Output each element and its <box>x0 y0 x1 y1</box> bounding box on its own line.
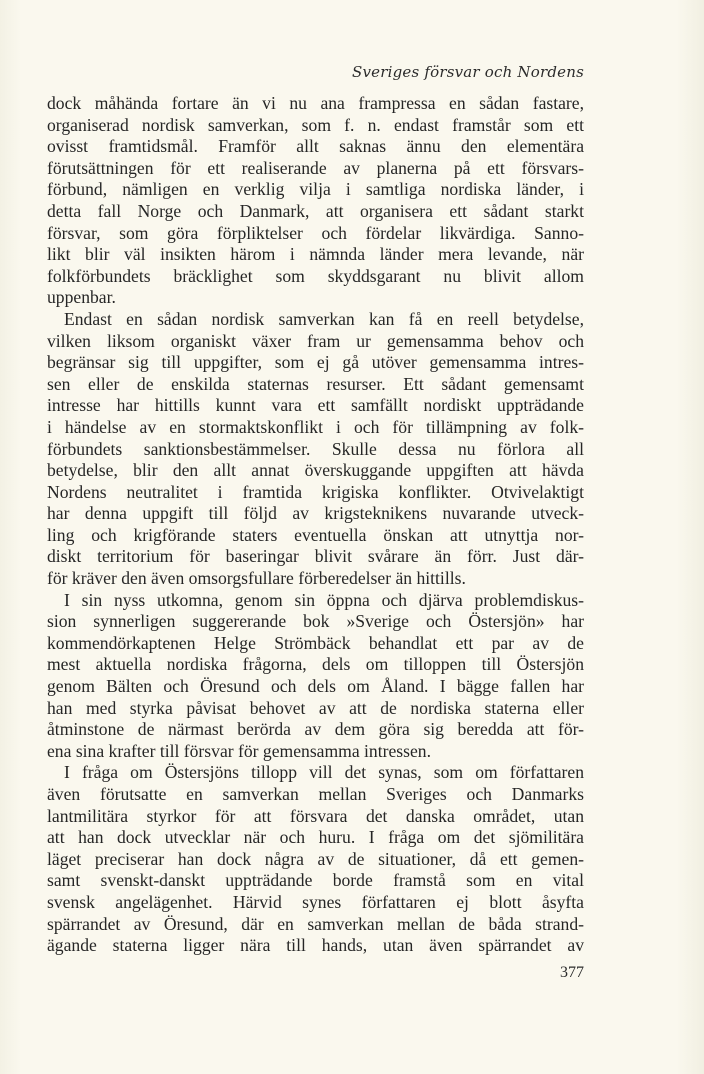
text-line: betydelse, blir den allt annat överskuggande uppgiften att hävda <box>47 460 584 481</box>
paragraph <box>47 309 584 590</box>
text-line: I fråga om Östersjöns tillopp vill det synas, som om författaren <box>64 762 584 783</box>
text-line: sion synnerligen suggererande bok »Sverige och Östersjön» har <box>47 611 584 632</box>
text-line: förutsättningen för ett realiserande av planerna på ett försvars- <box>47 157 584 178</box>
text-line: sen eller de enskilda staternas resurser. Ett sådant gemensamt <box>47 373 584 394</box>
text-line: dock måhända fortare än vi nu ana frampressa en sådan fastare, <box>47 93 584 113</box>
text-line: folkförbundets bräcklighet som skyddsgarant nu blivit allom <box>47 265 584 286</box>
text-line: detta fall Norge och Danmark, att organisera ett sådant starkt <box>47 200 584 221</box>
text-line: förbundets sanktionsbestämmelser. Skulle dessa nu förlora all <box>47 438 584 459</box>
text-line: lantmilitära styrkor för att försvara det danska området, utan <box>47 805 584 826</box>
text-line: han med styrka påvisat behovet av att de nordiska staterna eller <box>47 697 584 718</box>
text-line: I sin nyss utkomna, genom sin öppna och djärva problemdiskus- <box>64 589 584 610</box>
text-line: svensk angelägenhet. Härvid synes författaren ej blott åsyfta <box>47 891 584 912</box>
text-line: likt blir väl insikten härom i nämnda länder mera levande, när <box>47 244 584 265</box>
text-line: mest aktuella nordiska frågorna, dels om tilloppen till Östersjön <box>47 654 584 675</box>
running-head: Sveriges försvar och Nordens <box>352 63 584 81</box>
text-line: ena sina krafter till försvar för gemensamma intressen. <box>47 740 431 761</box>
text-line: ling och krigförande staters eventuella önskan att utnyttja nor- <box>47 524 584 545</box>
text-line: samt svenskt-danskt uppträdande borde framstå som en vital <box>47 870 584 891</box>
text-line: läget preciserar han dock några av de situationer, då ett gemen- <box>47 848 584 869</box>
text-line: förbund, nämligen en verklig vilja i samtliga nordiska länder, i <box>47 179 584 200</box>
text-line: även förutsatte en samverkan mellan Sveriges och Danmarks <box>47 784 584 804</box>
text-line: åtminstone de närmast berörda av dem göra sig beredda att för- <box>47 719 584 740</box>
body-text <box>47 93 584 957</box>
text-line: kommendörkaptenen Helge Strömbäck behandlat ett par av de <box>47 632 584 653</box>
text-line: för kräver den även omsorgsfullare förberedelser än hittills. <box>47 568 466 589</box>
text-line: genom Bälten och Öresund och dels om Åland. I bägge fallen har <box>47 676 584 697</box>
paragraph <box>47 93 584 309</box>
page-number: 377 <box>560 964 584 981</box>
text-line: organiserad nordisk samverkan, som f. n. endast framstår som ett <box>47 114 584 135</box>
text-line: intresse har hittills kunnt vara ett samfällt nordiskt uppträdande <box>47 395 584 416</box>
text-line: ägande staterna ligger nära till hands, utan även spärrandet av <box>47 935 584 956</box>
text-line: vilken liksom organiskt växer fram ur gemensamma behov och <box>47 330 584 351</box>
text-line: att han dock utvecklar när och huru. I fråga om det sjömilitära <box>47 827 584 848</box>
text-line: Endast en sådan nordisk samverkan kan få en reell betydelse, <box>64 308 584 329</box>
text-line: försvar, som göra förpliktelser och fördelar likvärdiga. Sanno- <box>47 222 584 243</box>
paragraph <box>47 590 584 763</box>
text-line: uppenbar. <box>47 287 116 308</box>
text-line: begränsar sig till uppgifter, som ej gå utöver gemensamma intres- <box>47 352 584 373</box>
text-line: Nordens neutralitet i framtida krigiska konflikter. Otvivelaktigt <box>47 481 584 502</box>
text-line: har denna uppgift till följd av krigsteknikens nuvarande utveck- <box>47 503 584 524</box>
paragraph <box>47 762 584 956</box>
text-line: i händelse av en stormaktskonflikt i och för tillämpning av folk- <box>47 416 584 437</box>
text-line: spärrandet av Öresund, där en samverkan mellan de båda strand- <box>47 913 584 934</box>
text-line: diskt territorium för baseringar blivit svårare än förr. Just där- <box>47 546 584 567</box>
text-line: ovisst framtidsmål. Framför allt saknas ännu den elementära <box>47 136 584 157</box>
